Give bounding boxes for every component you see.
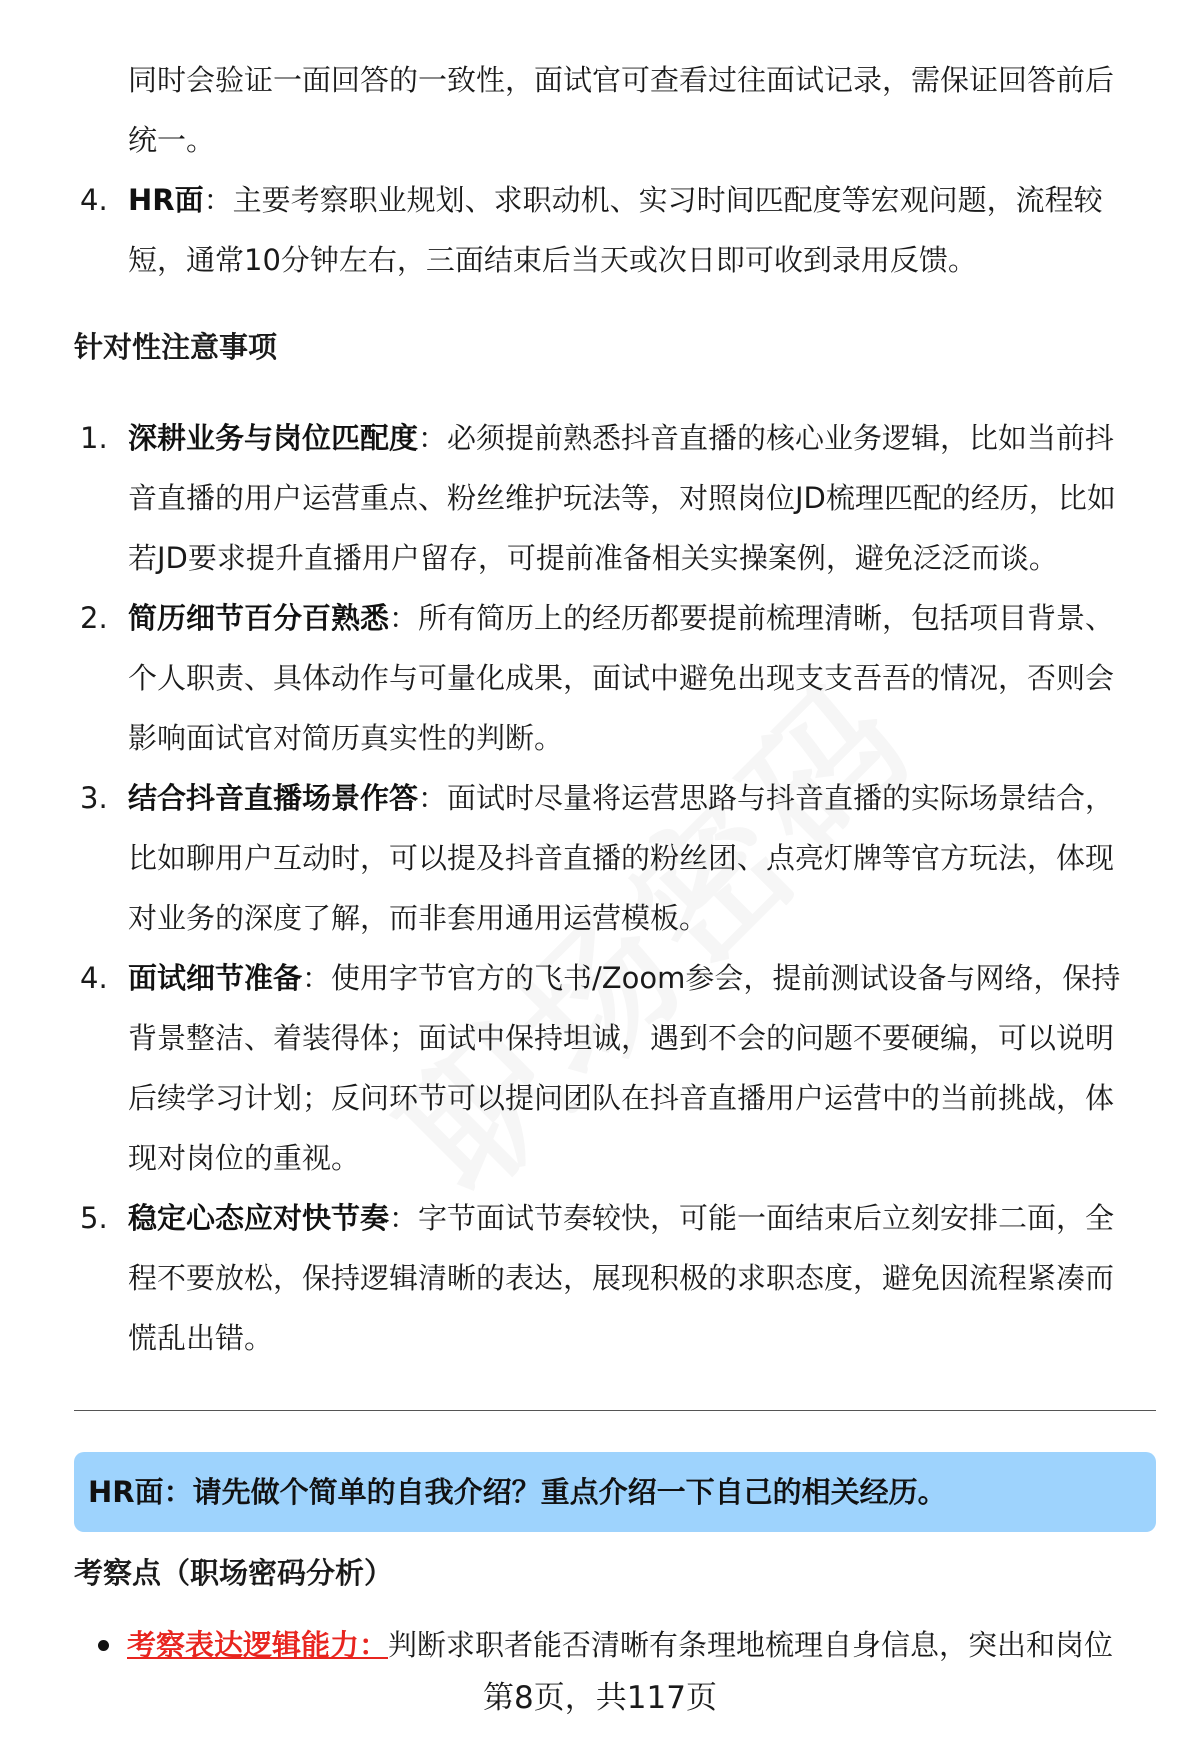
divider [74,1410,1156,1411]
list-item-text: 必须提前熟悉抖音直播的核心业务逻辑，比如当前抖 [447,421,1115,455]
list-number: 4. [80,961,108,995]
list-item-text: 短，通常10分钟左右，三面结束后当天或次日即可收到录用反馈。 [128,243,977,277]
list-number: 4. [80,183,108,217]
list-item [80,948,1170,1188]
list-item-text: 使用字节官方的飞书/Zoom参会，提前测试设备与网络，保持 [331,961,1121,995]
list-item-text: 影响面试官对简历真实性的判断。 [128,721,564,755]
list-number: 3. [80,781,108,815]
list-item-title: HR面 [128,183,204,217]
list-item-title: 深耕业务与岗位匹配度 [128,421,419,455]
separator: ： [389,1201,419,1235]
interview-stage-list [80,170,1170,290]
tips-list [80,408,1170,1368]
list-item [80,588,1170,768]
list-item-text: 对业务的深度了解，而非套用通用运营模板。 [128,901,709,935]
continuation-paragraph [128,50,1158,170]
list-item-title: 简历细节百分百熟悉 [128,601,390,635]
list-item-text: 主要考察职业规划、求职动机、实习时间匹配度等宏观问题，流程较 [232,183,1103,217]
section-heading: 针对性注意事项 [74,330,278,364]
list-item-title: 结合抖音直播场景作答 [128,781,419,815]
page-footer: 第8页，共117页 [483,1680,717,1716]
list-number: 1. [80,421,108,455]
list-number: 5. [80,1201,108,1235]
separator: ： [302,961,332,995]
analysis-heading: 考察点（职场密码分析） [74,1556,394,1590]
list-item-text: 后续学习计划；反问环节可以提问团队在抖音直播用户运营中的当前挑战，体 [128,1081,1115,1115]
continuation-line: 统一。 [128,123,216,157]
list-item [80,408,1170,588]
list-item-text: 背景整洁、着装得体；面试中保持坦诚，遇到不会的问题不要硬编，可以说明 [128,1021,1115,1055]
bullet-dot [98,1640,109,1651]
separator: ： [389,601,419,635]
continuation-line: 同时会验证一面回答的一致性，面试官可查看过往面试记录，需保证回答前后 [128,63,1115,97]
list-item-text: 所有简历上的经历都要提前梳理清晰，包括项目背景、 [418,601,1115,635]
list-item [80,1188,1170,1368]
list-item-text: 程不要放松，保持逻辑清晰的表达，展现积极的求职态度，避免因流程紧凑而 [128,1261,1115,1295]
list-item-text: 面试时尽量将运营思路与抖音直播的实际场景结合， [447,781,1115,815]
bullet-text: 判断求职者能否清晰有条理地梳理自身信息，突出和岗位 [388,1628,1114,1662]
separator: ： [418,781,448,815]
list-item-text: 字节面试节奏较快，可能一面结束后立刻安排二面，全 [418,1201,1115,1235]
list-item [80,768,1170,948]
list-item-text: 音直播的用户运营重点、粉丝维护玩法等，对照岗位JD梳理匹配的经历，比如 [128,481,1116,515]
separator: ： [203,183,233,217]
separator: ： [418,421,448,455]
list-item-text: 比如聊用户互动时，可以提及抖音直播的粉丝团、点亮灯牌等官方玩法，体现 [128,841,1115,875]
list-item-text: 个人职责、具体动作与可量化成果，面试中避免出现支支吾吾的情况，否则会 [128,661,1115,695]
list-item-title: 面试细节准备 [128,961,303,995]
list-item-text: 慌乱出错。 [128,1321,274,1355]
list-item-text: 若JD要求提升直播用户留存，可提前准备相关实操案例，避免泛泛而谈。 [128,541,1058,575]
bullet-item [98,1615,1158,1675]
question-banner: HR面：请先做个简单的自我介绍？重点介绍一下自己的相关经历。 [74,1452,1156,1532]
list-number: 2. [80,601,108,635]
list-item-text: 现对岗位的重视。 [128,1141,361,1175]
highlight-text: 考察表达逻辑能力： [127,1628,389,1662]
list-item [80,170,1170,290]
list-item-title: 稳定心态应对快节奏 [128,1201,390,1235]
